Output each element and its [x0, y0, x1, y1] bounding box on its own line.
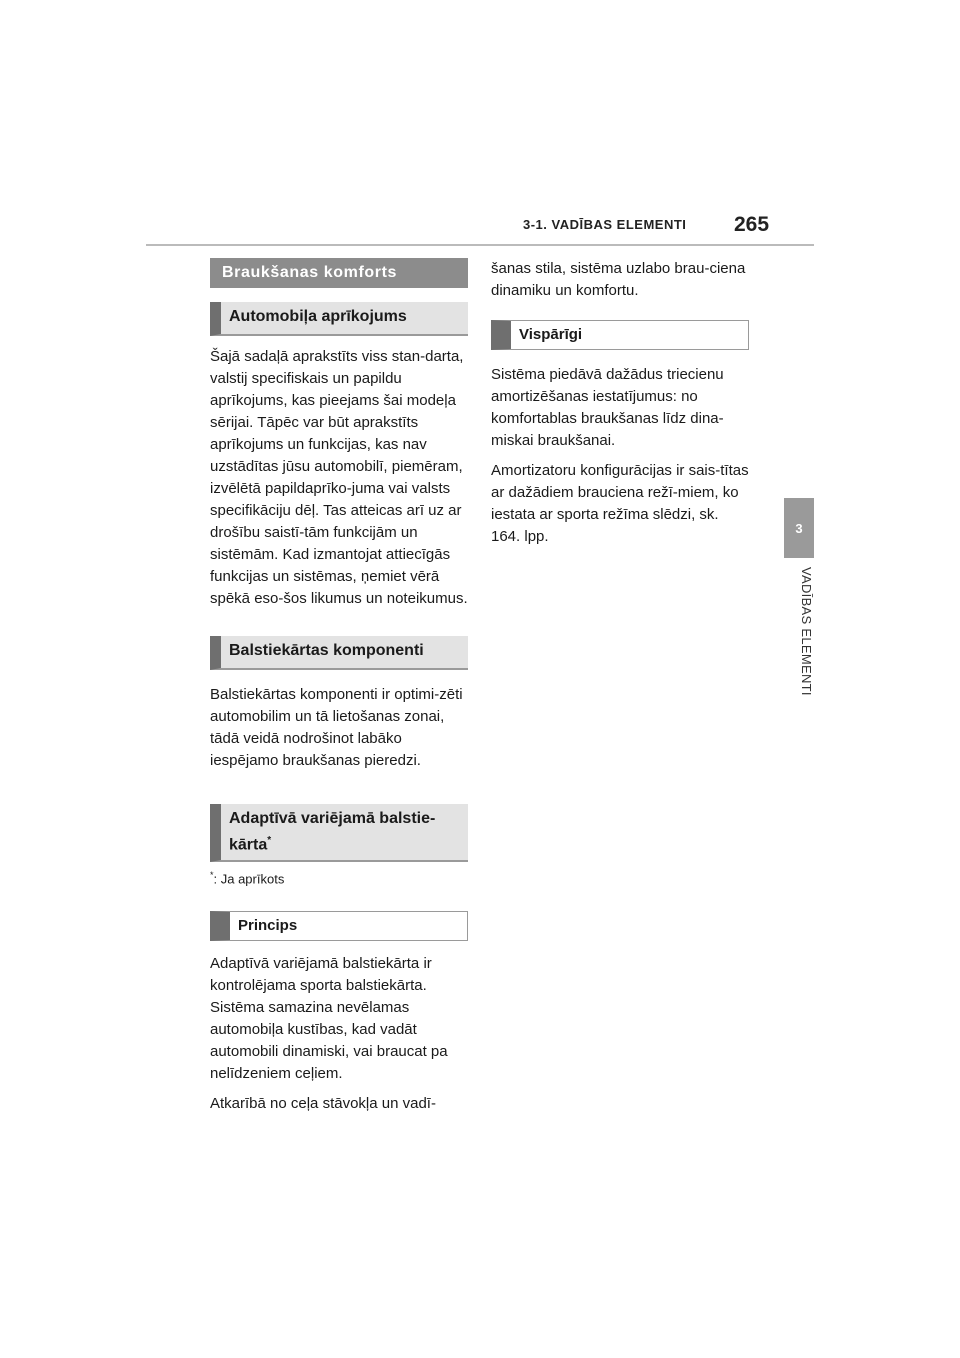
- chapter-tab: 3: [784, 498, 814, 558]
- paragraph-general-1: Sistēma piedāvā dažādus triecienu amortizēšanas iestatījumus: no komfortablas braukšanas līdz dina-miskai braukšanai.: [491, 366, 724, 449]
- right-column: [491, 258, 749, 556]
- left-column: [210, 258, 468, 1123]
- heading-equipment: Automobiļa aprīkojums: [210, 302, 468, 336]
- paragraph-suspension: Balstiekārtas komponenti ir optimi-zēti automobilim un tā lietošanas zonai, tādā veidā nodrošinot labāko iespējamo braukšanas pieredzi.: [210, 686, 463, 769]
- paragraph-principle-1: Adaptīvā variējamā balstiekārta ir kontrolējama sporta balstiekārta. Sistēma samazina nevēlamas automobiļa kustības, kad vadāt automobili dinamiski, vai braucat pa nelīdzeniem ceļiem.: [210, 954, 448, 1082]
- paragraph-equipment: Šajā sadaļā aprakstīts viss stan-darta, valstij specifiskais un papildu aprīkojums, kas pieejams šai modeļa sērijai. Tāpēc var būt aprakstīts aprīkojums un funkcijas, kas nav uzstādītas jūsu automobilī, piemēram, izvēlētā papildaprīko-juma vai valsts specifikāciju dēļ. Tas atteicas arī uz ar drošību saistī-tām funkcijām un sistēmām. Kad izmantojat attiecīgās funkcijas un sistēmas, ņemiet vērā spēkā eso-šos likumus un noteikumus.: [210, 348, 468, 607]
- footnote-text: : Ja aprīkots: [213, 871, 285, 887]
- chapter-side-label: VADĪBAS ELEMENTI: [799, 567, 814, 696]
- page-number: 265: [734, 213, 770, 236]
- section-banner: Braukšanas komforts: [210, 258, 468, 288]
- heading-suspension: Balstiekārtas komponenti: [210, 636, 468, 670]
- paragraph-principle-2: Atkarībā no ceļa stāvokļa un vadī-: [210, 1094, 436, 1112]
- footnote-mark: *: [210, 870, 214, 881]
- paragraph-continuation: šanas stila, sistēma uzlabo brau-ciena dinamiku un komfortu.: [491, 260, 746, 299]
- footnote: [210, 870, 468, 886]
- heading-general: Vispārīgi: [491, 320, 749, 350]
- heading-adaptive-suspension: [210, 804, 468, 862]
- paragraph-general-2: Amortizatoru konfigurācijas ir sais-tītas ar dažādiem brauciena režī-miem, ko iestata ar sporta režīma slēdzi, sk. 164. lpp.: [491, 462, 749, 545]
- heading-principle: Princips: [210, 911, 468, 941]
- asterisk-mark: *: [267, 835, 272, 846]
- header-section-title: 3-1. VADĪBAS ELEMENTI: [523, 217, 687, 232]
- header-divider: [146, 244, 814, 246]
- heading-adaptive-text: Adaptīvā variējamā balstie-kārta: [229, 810, 436, 854]
